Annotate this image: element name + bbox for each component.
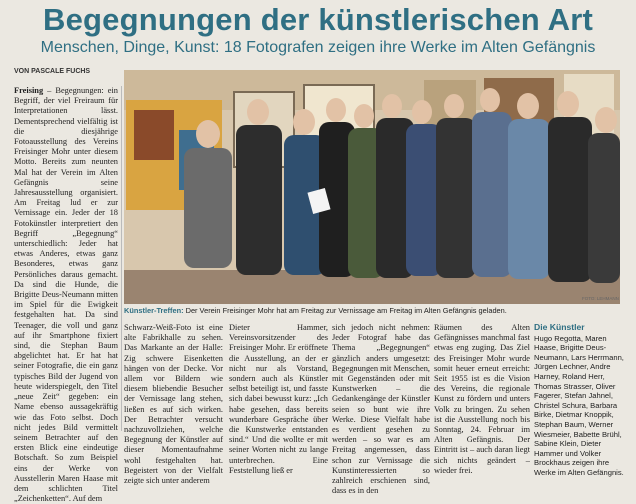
sidebar-text: Hugo Regotta, Maren Haase, Brigitte Deus-Neumann, Lars Herrmann, Jürgen Lechner, Andre Harney, Roland Herr, Thomas Strasser, Oliver Fagerer, Stefan Jahnel, Christel Schura, Barbara Birke, Dietmar Knoppik, Stephan Baum, Werner Wiesmeier, Babette Brühl, Sabine Klein, Dieter Hammer und Volker Brockhaus zeigen ihre Werke im Alten Gefängnis. bbox=[534, 333, 624, 477]
article-column-5 bbox=[434, 323, 530, 475]
sidebar-title: Die Künstler bbox=[534, 322, 585, 332]
article-column-3 bbox=[229, 323, 328, 475]
column-1-text: – Begegnungen: ein Begriff, der viel Freiraum für Interpretationen lässt. Dementsprechend vielfältig ist die diesjährige Fotoausstellung des Vereins Freisinger Mohr unter diesem Motto. Bereits zum neunten Mal hat der Verein im Alten Gefängnis seine Jahresausstellung organisiert. Am Freitag lud er zur Vernissage ein. Jeder der 18 Fotokünstler interpretiert den Begriff „Begegnung“ unterschiedlich: Jeder hat etwas Anderes, etwas ganz Besonderes, etwas ganz Persönliches daraus gemacht. Da sind die Hunde, die Brigitte Deus-Neumann mitten im Spiel für die Ewigkeit festgehalten hat. Da sind Teenager, die voll und ganz auf ihr Smartphone fixiert sind, die Stephan Baum abgelichtet hat. Er hat hat seiner Fotografie, die ein ganz typisches Bild der Jugend von heute widerspiegelt, den Titel „neue Zeit“ gegeben: ein Name ebenso aussagekräftig wie das Foto selbst. Doch nicht jedes Bild vermittelt seinem Betrachter auf den ersten Blick eine eindeutige Botschaft. So zum Beispiel eins der Werke von Ausstellerin Maren Haase mit dem schlichten Titel „Zeichenketten“. Auf dem bbox=[14, 86, 118, 504]
dateline: Freising bbox=[14, 86, 44, 95]
caption-label: Künstler-Treffen: bbox=[124, 306, 184, 315]
column-5-text: Räumen des Alten Gefängnisses manchmal fast etwas eng zuging. Das Ziel des Freisinger Mohr wurde somit heuer erneut erreicht: Seit 1955 ist es die Vision des Vereins, die regionale Kunst zu fördern und unters Volk zu bringen. Zu sehen ist die Ausstellung noch bis Sonntag, 24. Februar im Alten Gefängnis. Der Eintritt ist – auch daran liegt sich nichts geändert – wieder frei. bbox=[434, 323, 530, 475]
caption-text: Der Verein Freisinger Mohr hat am Freitag zur Vernissage am Freitag im Alten Gefängnis geladen. bbox=[183, 306, 507, 315]
artists-sidebar bbox=[534, 323, 630, 478]
article-column-2 bbox=[124, 323, 223, 486]
column-3-text: Dieter Hammer, Vereinsvorsitzender des Freisinger Mohr. Er eröffnete die Ausstellung, an der er nicht nur als Vorstand, sondern auch als Künstler selbst beteiligt ist, und fasste sich dabei bewusst kurz: „Ich habe gesehen, dass bereits wunderbare Gespräche über die Kunstwerke entstanden sind.“ Und die wollte er mit seiner Worten nicht zu lange unterbrechen. Eine Feststellung ließ er bbox=[229, 323, 328, 475]
column-2-text: Schwarz-Weiß-Foto ist eine alte Fabrikhalle zu sehen. Das Markante an der Halle: Zig schwere Eisenketten hängen von der Decke. Vor allem vor Bildern wie diesem bliebendie Besucher der Vernissage lang stehen, ließen es auf sich wirken. Der Betrachter versucht nachzuvollziehen, welche Begegnung der Künstler auf dieser Momentaufnahme wohl festgehalten hat. Begeistert von der Vielfalt zeigte sich unter anderem bbox=[124, 323, 223, 486]
article-headline: Begegnungen der künstlerischen Art bbox=[43, 2, 593, 37]
column-divider bbox=[121, 86, 122, 431]
group-photo bbox=[124, 70, 620, 304]
byline: VON PASCALE FUCHS bbox=[14, 68, 91, 75]
article-column-4 bbox=[332, 323, 430, 496]
article-subheadline: Menschen, Dinge, Kunst: 18 Fotografen zeigen ihre Werke im Alten Gefängnis bbox=[40, 39, 596, 56]
article-column-1 bbox=[14, 86, 118, 504]
photo-caption bbox=[124, 306, 620, 315]
group-photo-illustration bbox=[124, 70, 620, 304]
column-4-text: sich jedoch nicht nehmen: Jeder Fotograf habe das Thema „Begegnungen“ gänzlich anders umgesetzt: Begegnungen mit Menschen, mit Gegenständen oder mit Kunstwerken – die Gedankengänge der Künstler seien so bunt wie ihre Werke. Diese Vielfalt habe es verdient gesehen zu werden – so war es am Freitag angemessen, dass schon zur Vernissage die Kunstinteressierten so zahlreich erschienen sind, dass es in den bbox=[332, 323, 430, 496]
photo-credit: FOTO: LEHMANN bbox=[582, 296, 619, 301]
